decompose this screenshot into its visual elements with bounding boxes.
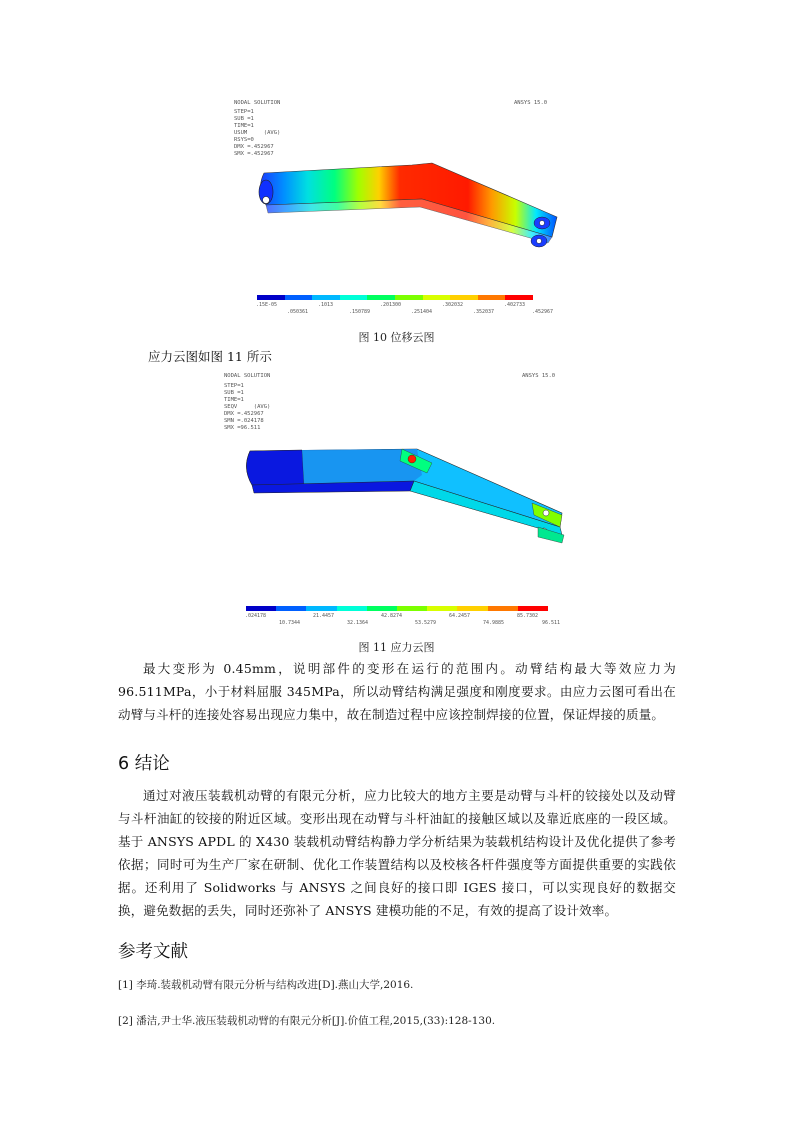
fig11-info-block (224, 383, 270, 432)
fig11-legend-label: 53.5279 (415, 620, 437, 626)
fig10-legend-label: .150789 (349, 309, 371, 315)
fig10-info-line: SMX =.452967 (234, 151, 274, 157)
fig10-version: ANSYS 15.0 (514, 100, 548, 106)
reference-item: [2] 潘洁,尹士华.液压装载机动臂的有限元分析[J].价值工程,2015,(33):128-130. (118, 1015, 496, 1027)
fig10-info-line: TIME=1 (234, 123, 254, 129)
fig11-legend-label: 96.511 (542, 620, 561, 626)
fig10-legend-label: .201300 (380, 302, 402, 308)
intro-text: 应力云图如图 11 所示 (148, 349, 272, 364)
fig11-info-line: SMN =.024178 (224, 418, 264, 424)
conclusion-text: 通过对液压装载机动臂的有限元分析，应力比较大的地方主要是动臂与斗杆的铰接处以及动臂与斗杆油缸的铰接的附近区域。变形出现在动臂与斗杆油缸的接触区域以及靠近底座的一段区域。基于 ANSYS APDL 的 X430 装载机动臂结构静力学分析结果为装载机结构设计及优化提供了参考依据；同时可为生产厂家在研制、优化工作装置结构以及校核各杆件强度等方面提供重要的实践依据。还利用了 Solidworks 与 ANSYS 之间良好的接口即 IGES 接口，可以实现良好的数据交换，避免数据的丢失，同时还弥补了 ANSYS 建模功能的不足，有效的提高了设计效率。 (118, 788, 676, 918)
fig10-legend-label: .050361 (287, 309, 309, 315)
fig11-info-line: SUB =1 (224, 390, 244, 396)
fig10-info-line: RSYS=0 (234, 137, 254, 143)
fig10-info-block (234, 109, 280, 158)
fig11-legend-label: 21.4457 (313, 613, 335, 619)
fig11-info-line: STEP=1 (224, 383, 244, 389)
figure-11-caption: 图 11 应力云图 (358, 641, 435, 654)
references-heading: 参考文献 (118, 942, 188, 962)
fig11-legend-label: 85.7302 (517, 613, 539, 619)
fig10-solver-title: NODAL SOLUTION (234, 100, 281, 106)
fig11-legend-label: 10.7344 (279, 620, 301, 626)
fig10-info-line: USUM (AVG) (234, 130, 281, 136)
reference-item: [1] 李琦.装载机动臂有限元分析与结构改进[D].燕山大学,2016. (118, 979, 414, 991)
fig10-info-line: DMX =.452967 (234, 144, 274, 150)
fig10-legend-label: .1013 (318, 302, 334, 308)
analysis-text: 最大变形为 0.45mm，说明部件的变形在运行的范围内。动臂结构最大等效应力为 96.511MPa，小于材料屈服 345MPa，所以动臂结构满足强度和刚度要求。由应力云图可看出在动臂与斗杆的连接处容易出现应力集中，故在制造过程中应该控制焊接的位置，保证焊接的质量。 (118, 661, 676, 722)
fig11-legend-label: 32.1364 (347, 620, 369, 626)
fig10-legend-label: .402733 (504, 302, 526, 308)
fig10-legend-label: .452967 (532, 309, 554, 315)
fig10-color-legend (257, 295, 533, 300)
fig10-legend-label: .251404 (411, 309, 433, 315)
fig10-legend-label: .302032 (442, 302, 464, 308)
fig11-legend-label: 74.9885 (483, 620, 505, 626)
fig11-info-line: DMX =.452967 (224, 411, 264, 417)
fig11-legend-label: 42.8274 (381, 613, 403, 619)
figure-10 (232, 100, 572, 318)
fig11-legend-label: .024178 (245, 613, 267, 619)
fig11-color-legend (246, 606, 548, 611)
fig11-info-line: TIME=1 (224, 397, 244, 403)
fig10-boom-model (252, 155, 572, 305)
fig10-info-line: STEP=1 (234, 109, 254, 115)
fig10-legend-label: .15E-05 (256, 302, 278, 308)
section-6-heading: 6 结论 (118, 754, 170, 774)
analysis-paragraph (118, 657, 676, 726)
figure-10-caption: 图 10 位移云图 (358, 331, 435, 344)
fig11-version: ANSYS 15.0 (522, 373, 556, 379)
fig11-solver-title: NODAL SOLUTION (224, 373, 271, 379)
fig10-info-line: SUB =1 (234, 116, 254, 122)
fig11-legend-label: 64.2457 (449, 613, 471, 619)
figure-11 (222, 373, 582, 635)
fig11-info-line: SMX =96.511 (224, 425, 261, 431)
fig11-info-line: SEQV (AVG) (224, 404, 271, 410)
fig11-boom-model (242, 443, 582, 558)
conclusion-paragraph (118, 784, 676, 922)
fig10-legend-label: .352037 (473, 309, 495, 315)
